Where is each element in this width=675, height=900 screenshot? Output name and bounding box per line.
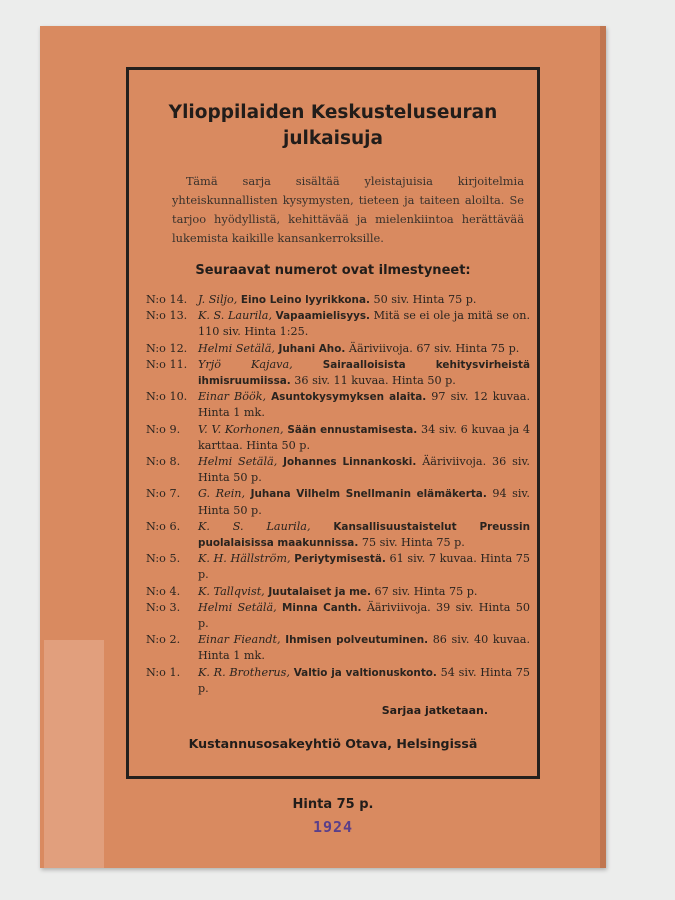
issue-number: N:o 11. [146,357,188,371]
issue-details: 50 siv. Hinta 75 p. [373,293,477,306]
issue-work-title: Johannes Linnankoski. [283,456,417,469]
published-issues-heading: Seuraavat numerot ovat ilmestyneet: [195,263,471,278]
issue-details: 61 siv. 7 kuvaa. Hinta 75 p. [198,552,530,582]
issue-author: Helmi Setälä, [198,341,275,355]
list-item [146,341,530,357]
issue-details: 75 siv. Hinta 75 p. [361,536,465,550]
issue-work-title: Valtio ja valtionuskonto. [293,666,437,679]
issue-work-title: Eino Leino lyyrikkona. [240,294,370,306]
issue-details: 94 siv. Hinta 50 p. [198,487,530,517]
issue-number: N:o 13. [146,309,188,323]
issue-work-title: Juhana Vilhelm Snellmanin elämäkerta. [250,488,487,501]
issue-number: N:o 4. [146,584,181,598]
issue-details: Ääriviivoja. 36 siv. Hinta 50 p. [198,455,530,485]
issue-author: J. Siljo, [198,293,238,306]
issue-work-title: Juhani Aho. [278,342,346,355]
issue-number: N:o 6. [146,519,181,533]
issue-author: G. Rein, [198,487,246,501]
issue-details: 36 siv. 11 kuvaa. Hinta 50 p. [294,374,456,388]
cover-price: Hinta 75 p. [292,797,374,812]
issue-details: 67 siv. Hinta 75 p. [374,584,478,598]
worn-cover-edge [44,640,104,868]
issue-work-title: Kansallisuustaistelut Preussin puolalaisissa maakunnissa. [198,520,530,550]
issue-author: Helmi Setälä, [198,455,278,469]
series-description: Tämä sarja sisältää yleistajuisia kirjoitelmia yhteiskunnallisten kysymysten, tieteen ja taiteen aloilta. Se tarjoo hyödyllistä, kehittävää ja mielenkiintoa herättävää lukemista kaikille kansankerroksille. [172,174,524,245]
issue-work-title: Vapaamielisyys. [275,310,371,323]
issue-number: N:o 5. [146,552,181,566]
series-title: Ylioppilaiden Keskusteluseuran julkaisuja [168,102,498,149]
issue-details: Ääriviivoja. 39 siv. Hinta 50 p. [198,600,531,631]
issue-details: 54 siv. Hinta 75 p. [198,665,531,695]
issue-number: N:o 2. [146,633,181,647]
list-item [146,422,530,454]
issue-author: K. R. Brotherus, [198,665,290,679]
list-item [146,551,530,583]
issue-author: K. Tallqvist, [198,584,265,598]
issue-work-title: Asuntokysymyksen alaita. [271,391,427,404]
list-item [146,665,530,697]
list-item [146,308,530,340]
list-item [146,454,530,486]
list-item [146,584,530,600]
issue-author: K. S. Laurila, [198,309,273,323]
issue-author: K. S. Laurila, [198,519,311,533]
list-item [146,519,530,551]
continuation-note: Sarjaa jatketaan. [381,704,488,717]
issue-author: Yrjö Kajava, [198,357,293,371]
publication-list [146,292,530,697]
issue-author: Einar Fieandt, [198,633,281,647]
list-item [146,357,530,389]
list-item [146,632,530,664]
issue-details: Ääriviivoja. 67 siv. Hinta 75 p. [348,341,520,355]
list-item [146,389,530,421]
issue-number: N:o 1. [146,665,181,679]
issue-details: 86 siv. 40 kuvaa. Hinta 1 mk. [198,633,531,663]
issue-number: N:o 9. [146,422,181,436]
publisher-line: Kustannusosakeyhtiö Otava, Helsingissä [188,736,478,751]
issue-author: Einar Böök, [198,390,267,404]
issue-details: 97 siv. 12 kuvaa. Hinta 1 mk. [198,390,530,420]
issue-work-title: Sään ennustamisesta. [287,423,418,436]
issue-work-title: Juutalaiset ja me. [268,585,371,598]
issue-author: V. V. Korhonen, [198,422,284,436]
issue-author: K. H. Hällström, [198,552,291,566]
issue-details: 34 siv. 6 kuvaa ja 4 karttaa. Hinta 50 p. [198,422,531,452]
issue-number: N:o 3. [146,600,181,614]
issue-work-title: Ihmisen polveutuminen. [285,634,429,647]
issue-number: N:o 7. [146,487,181,501]
issue-work-title: Minna Canth. [282,601,362,614]
issue-details: Mitä se ei ole ja mitä se on. 110 siv. Hinta 1:25. [198,309,531,339]
list-item [146,292,530,308]
issue-number: N:o 12. [146,341,188,355]
issue-author: Helmi Setälä, [198,600,277,614]
issue-number: N:o 14. [146,293,188,306]
issue-work-title: Periytymisestä. [294,553,386,566]
issue-work-title: Sairaalloisista kehitysvirheistä ihmisruumiissa. [198,358,530,388]
list-item [146,486,530,518]
year-stamp: 1924 [312,818,354,836]
issue-number: N:o 8. [146,455,181,469]
issue-number: N:o 10. [146,390,188,404]
list-item [146,600,530,632]
